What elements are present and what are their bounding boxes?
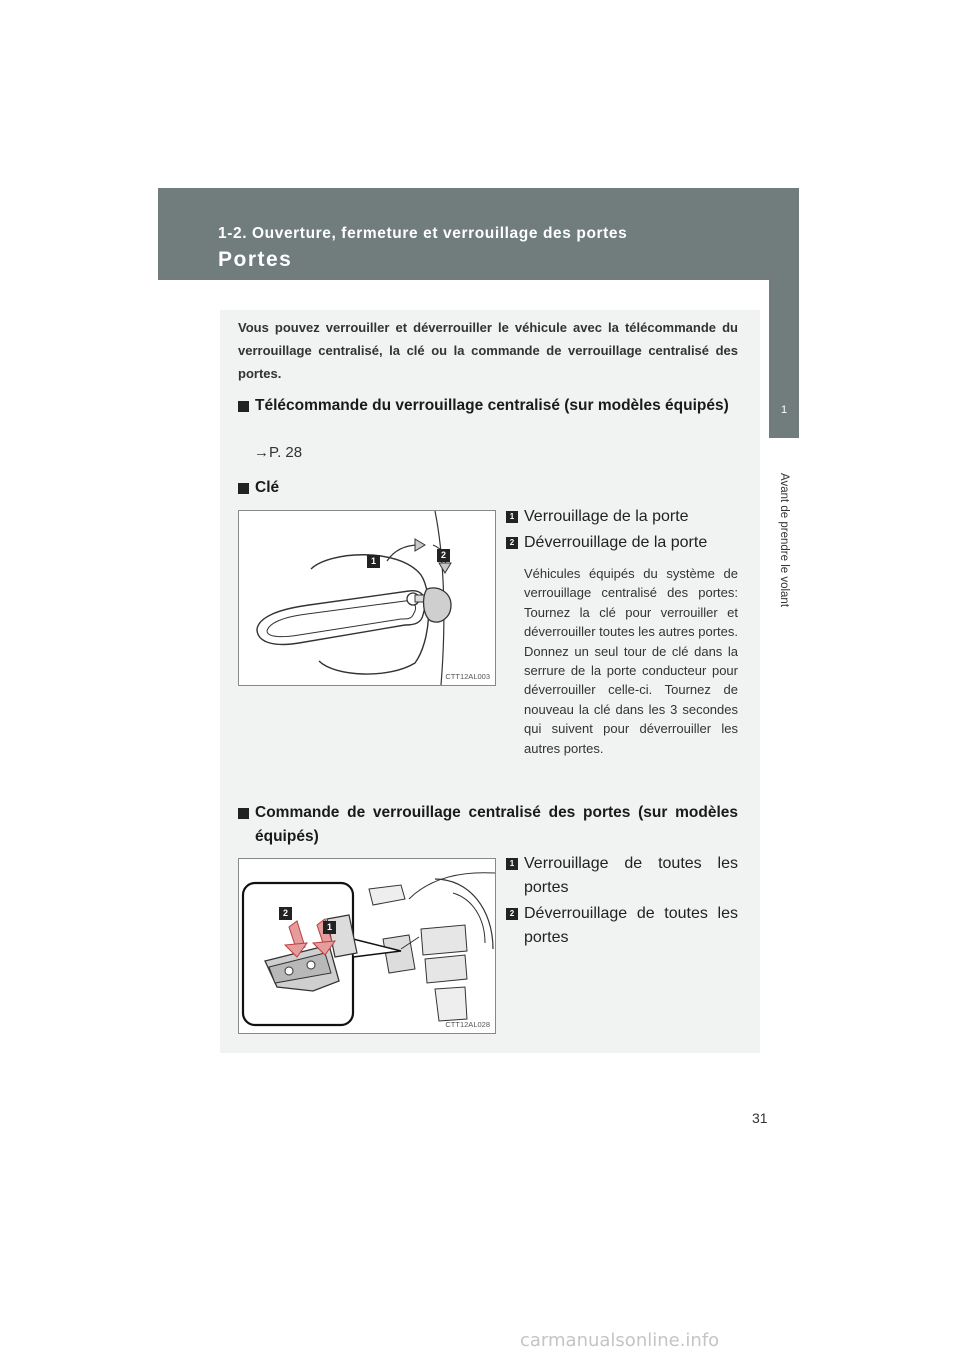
caption-text: Déverrouillage de toutes les portes bbox=[524, 905, 738, 946]
number-2-badge: 2 bbox=[506, 537, 518, 549]
square-bullet-icon bbox=[238, 483, 249, 494]
figure-code: CTT12AL028 bbox=[445, 1020, 490, 1029]
heading-text: Commande de verrouillage centralisé des portes (sur modèles équipés) bbox=[255, 804, 738, 845]
caption-unlock-door bbox=[506, 531, 738, 555]
figure-door-key bbox=[238, 510, 496, 686]
chapter-label: Avant de prendre le volant bbox=[778, 472, 790, 608]
callout-2-badge: 2 bbox=[437, 549, 450, 562]
chapter-number: 1 bbox=[780, 404, 788, 416]
heading-remote-control bbox=[238, 394, 738, 418]
lock-switch-illustration bbox=[239, 859, 495, 1033]
key-note: Véhicules équipés du système de verrouillage centralisé des portes: Tournez la clé pour verrouiller et déverrouiller toutes les autres portes. Donnez un seul tour de clé dans la serrure de la porte conducteur pour déverrouiller celle-ci. Tournez de nouveau la clé dans les 3 secondes qui suivent pour déverrouiller les autres portes. bbox=[524, 566, 738, 756]
content-panel bbox=[220, 310, 760, 1053]
page-reference: →P. 28 bbox=[254, 444, 303, 461]
page-number: 31 bbox=[752, 1110, 768, 1126]
caption-text: Verrouillage de la porte bbox=[524, 508, 689, 525]
heading-door-lock-switch bbox=[238, 801, 738, 849]
callout-1-badge: 1 bbox=[367, 555, 380, 568]
heading-text: Clé bbox=[255, 479, 280, 496]
door-handle-illustration bbox=[239, 511, 495, 685]
header-band bbox=[158, 188, 799, 280]
caption-text: Verrouillage de toutes les portes bbox=[524, 855, 738, 896]
caption-lock-all-doors bbox=[506, 852, 738, 900]
number-1-badge: 1 bbox=[506, 511, 518, 523]
caption-lock-door bbox=[506, 505, 738, 529]
figure-lock-switch bbox=[238, 858, 496, 1034]
square-bullet-icon bbox=[238, 808, 249, 819]
callout-2-badge: 2 bbox=[279, 907, 292, 920]
number-2-badge: 2 bbox=[506, 908, 518, 920]
watermark[interactable]: carmanualsonline.info bbox=[520, 1330, 720, 1351]
intro-paragraph: Vous pouvez verrouiller et déverrouiller le véhicule avec la télécommande du verrouillage centralisé, la clé ou la commande de verrouillage centralisé des portes. bbox=[238, 320, 738, 381]
callout-1-badge: 1 bbox=[323, 921, 336, 934]
square-bullet-icon bbox=[238, 401, 249, 412]
page-title: Portes bbox=[218, 248, 293, 271]
heading-text: Télécommande du verrouillage centralisé (sur modèles équipés) bbox=[255, 397, 729, 414]
chapter-tab bbox=[769, 280, 799, 438]
caption-text: Déverrouillage de la porte bbox=[524, 534, 708, 551]
figure-code: CTT12AL003 bbox=[445, 672, 490, 681]
heading-key bbox=[238, 476, 738, 500]
section-title: 1-2. Ouverture, fermeture et verrouillage des portes bbox=[218, 225, 628, 242]
number-1-badge: 1 bbox=[506, 858, 518, 870]
caption-unlock-all-doors bbox=[506, 902, 738, 950]
